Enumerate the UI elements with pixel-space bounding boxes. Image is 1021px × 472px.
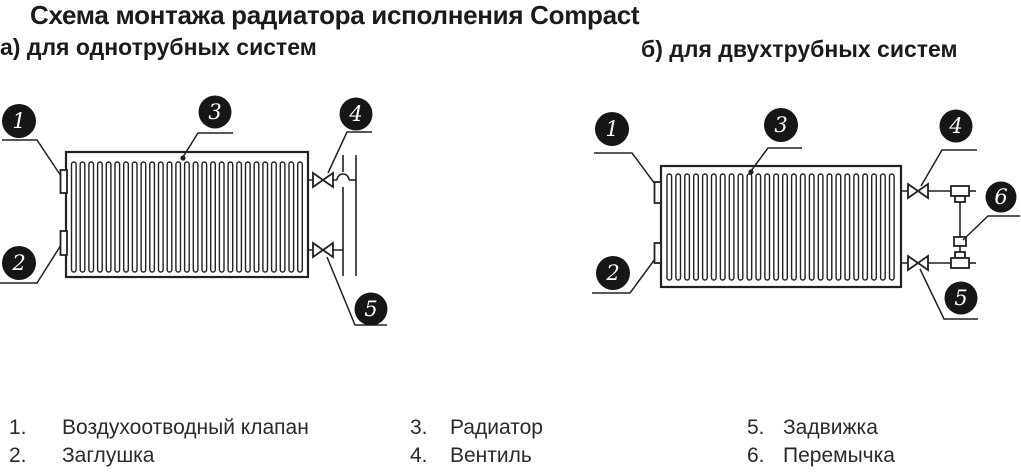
callout-number: 6 xyxy=(994,185,1008,209)
radiator-fins xyxy=(72,162,303,272)
valve-icon xyxy=(908,184,928,198)
radiator-fin xyxy=(827,174,832,280)
leader-line xyxy=(963,216,1020,240)
callout-number: 2 xyxy=(606,261,620,285)
callout-number: 1 xyxy=(605,117,619,141)
radiator-fin xyxy=(263,162,268,272)
radiator-fin xyxy=(836,174,841,280)
radiator-fin xyxy=(132,162,137,272)
callout-3 xyxy=(180,96,233,161)
plug xyxy=(655,243,662,263)
callout-4 xyxy=(328,98,373,174)
plug xyxy=(61,231,68,255)
callout-number: 3 xyxy=(774,113,788,137)
radiator-fin xyxy=(774,174,779,280)
callout-3 xyxy=(748,108,802,175)
radiator-fin xyxy=(193,162,198,272)
leader-line xyxy=(2,140,61,176)
radiator-fin xyxy=(756,174,761,280)
callout-2 xyxy=(0,245,61,283)
callout-number: 5 xyxy=(954,286,968,310)
air-vent-valve xyxy=(61,170,68,193)
radiator-fin xyxy=(881,174,886,280)
radiator-fin xyxy=(667,174,672,280)
radiator-fin xyxy=(246,162,251,272)
callout-1 xyxy=(2,104,61,176)
radiator-fin xyxy=(202,162,207,272)
radiator-fin xyxy=(720,174,725,280)
radiator-fin xyxy=(159,162,164,272)
diagram-a-caption: а) для однотрубных систем xyxy=(0,34,317,60)
radiator-fin xyxy=(280,162,285,272)
leader-line xyxy=(328,132,372,173)
radiator-fin xyxy=(729,174,734,280)
legend-item-number: 2. xyxy=(9,444,27,467)
radiator-fin xyxy=(694,174,699,280)
radiator-fin xyxy=(703,174,708,280)
callout-5 xyxy=(327,257,388,326)
radiator-fin xyxy=(237,162,242,272)
radiator-fin xyxy=(167,162,172,272)
radiator-fin xyxy=(211,162,216,272)
radiator-fin xyxy=(747,174,752,280)
legend-item-number: 3. xyxy=(410,416,428,439)
legend-item-1 xyxy=(9,414,309,442)
callout-number: 4 xyxy=(349,102,363,126)
legend-column-3 xyxy=(747,414,895,470)
page-title: Схема монтажа радиатора исполнения Compact xyxy=(30,0,640,30)
radiator-fin xyxy=(72,162,77,272)
legend-item-number: 1. xyxy=(9,416,27,439)
union-fitting-bottom xyxy=(951,252,969,268)
radiator-fin xyxy=(765,174,770,280)
legend-item-number: 6. xyxy=(747,444,765,467)
callout-number: 5 xyxy=(364,297,378,321)
radiator-fin xyxy=(254,162,259,272)
radiator-fin xyxy=(80,162,85,272)
radiator-fin xyxy=(124,162,129,272)
legend-item-4 xyxy=(410,442,543,470)
callout-number: 2 xyxy=(12,251,26,275)
radiator-fin xyxy=(98,162,103,272)
callout-number: 3 xyxy=(208,100,222,124)
radiator-fin xyxy=(185,162,190,272)
callout-number: 4 xyxy=(949,114,963,138)
air-vent-valve xyxy=(655,182,662,203)
gate-valve-icon xyxy=(908,256,928,270)
callout-1 xyxy=(594,112,655,184)
valve-icon xyxy=(313,173,333,187)
radiator-fin xyxy=(676,174,681,280)
legend-column-2 xyxy=(410,414,543,470)
diagram-a xyxy=(0,96,388,326)
radiator-fin xyxy=(115,162,120,272)
callout-number: 1 xyxy=(12,109,26,133)
radiator-fin xyxy=(176,162,181,272)
radiator-fin xyxy=(106,162,111,272)
radiator-fin xyxy=(854,174,859,280)
radiator-fin xyxy=(712,174,717,280)
legend-item-label: Вентиль xyxy=(450,444,532,467)
leader-dot xyxy=(180,155,185,160)
fitting-stub xyxy=(955,196,965,202)
radiator-fin xyxy=(783,174,788,280)
radiator-fin xyxy=(863,174,868,280)
radiator-fin xyxy=(818,174,823,280)
radiator-fin xyxy=(738,174,743,280)
legend-item-label: Радиатор xyxy=(450,416,543,439)
fitting-body xyxy=(951,186,969,196)
diagram-b xyxy=(592,108,1020,319)
radiator-fin xyxy=(272,162,277,272)
radiator-fin xyxy=(298,162,303,272)
radiator-fin xyxy=(150,162,155,272)
radiator-fin xyxy=(289,162,294,272)
leader-dot xyxy=(748,169,753,174)
legend-item-2 xyxy=(9,442,309,470)
radiator-fin xyxy=(801,174,806,280)
legend-column-1 xyxy=(9,414,309,470)
legend-item-label: Воздухоотводный клапан xyxy=(62,416,309,439)
radiator-fin xyxy=(809,174,814,280)
legend-item-3 xyxy=(410,414,543,442)
diagram-b-caption: б) для двухтрубных систем xyxy=(641,36,958,62)
callout-4 xyxy=(921,110,977,187)
legend-item-label: Перемычка xyxy=(783,444,895,467)
union-fitting-top xyxy=(951,186,969,202)
radiator-fin xyxy=(845,174,850,280)
radiator-fin xyxy=(141,162,146,272)
gate-valve-icon xyxy=(313,243,333,257)
radiator-fin xyxy=(890,174,895,280)
callout-5 xyxy=(920,269,978,319)
fitting-body xyxy=(951,258,969,268)
leader-line xyxy=(921,150,977,186)
legend-item-6 xyxy=(747,442,895,470)
radiator-fin xyxy=(228,162,233,272)
radiator-fin xyxy=(685,174,690,280)
radiator-fin xyxy=(792,174,797,280)
pipe-crossing-bridge xyxy=(337,174,349,180)
legend-item-number: 5. xyxy=(747,416,765,439)
legend-item-label: Заглушка xyxy=(62,444,155,467)
legend-item-5 xyxy=(747,414,895,442)
radiator-fin xyxy=(872,174,877,280)
legend-item-label: Задвижка xyxy=(783,416,878,439)
leader-line xyxy=(594,153,655,184)
callout-2 xyxy=(592,256,655,293)
legend-item-number: 4. xyxy=(410,444,428,467)
radiator-fin xyxy=(219,162,224,272)
radiator-fin xyxy=(89,162,94,272)
